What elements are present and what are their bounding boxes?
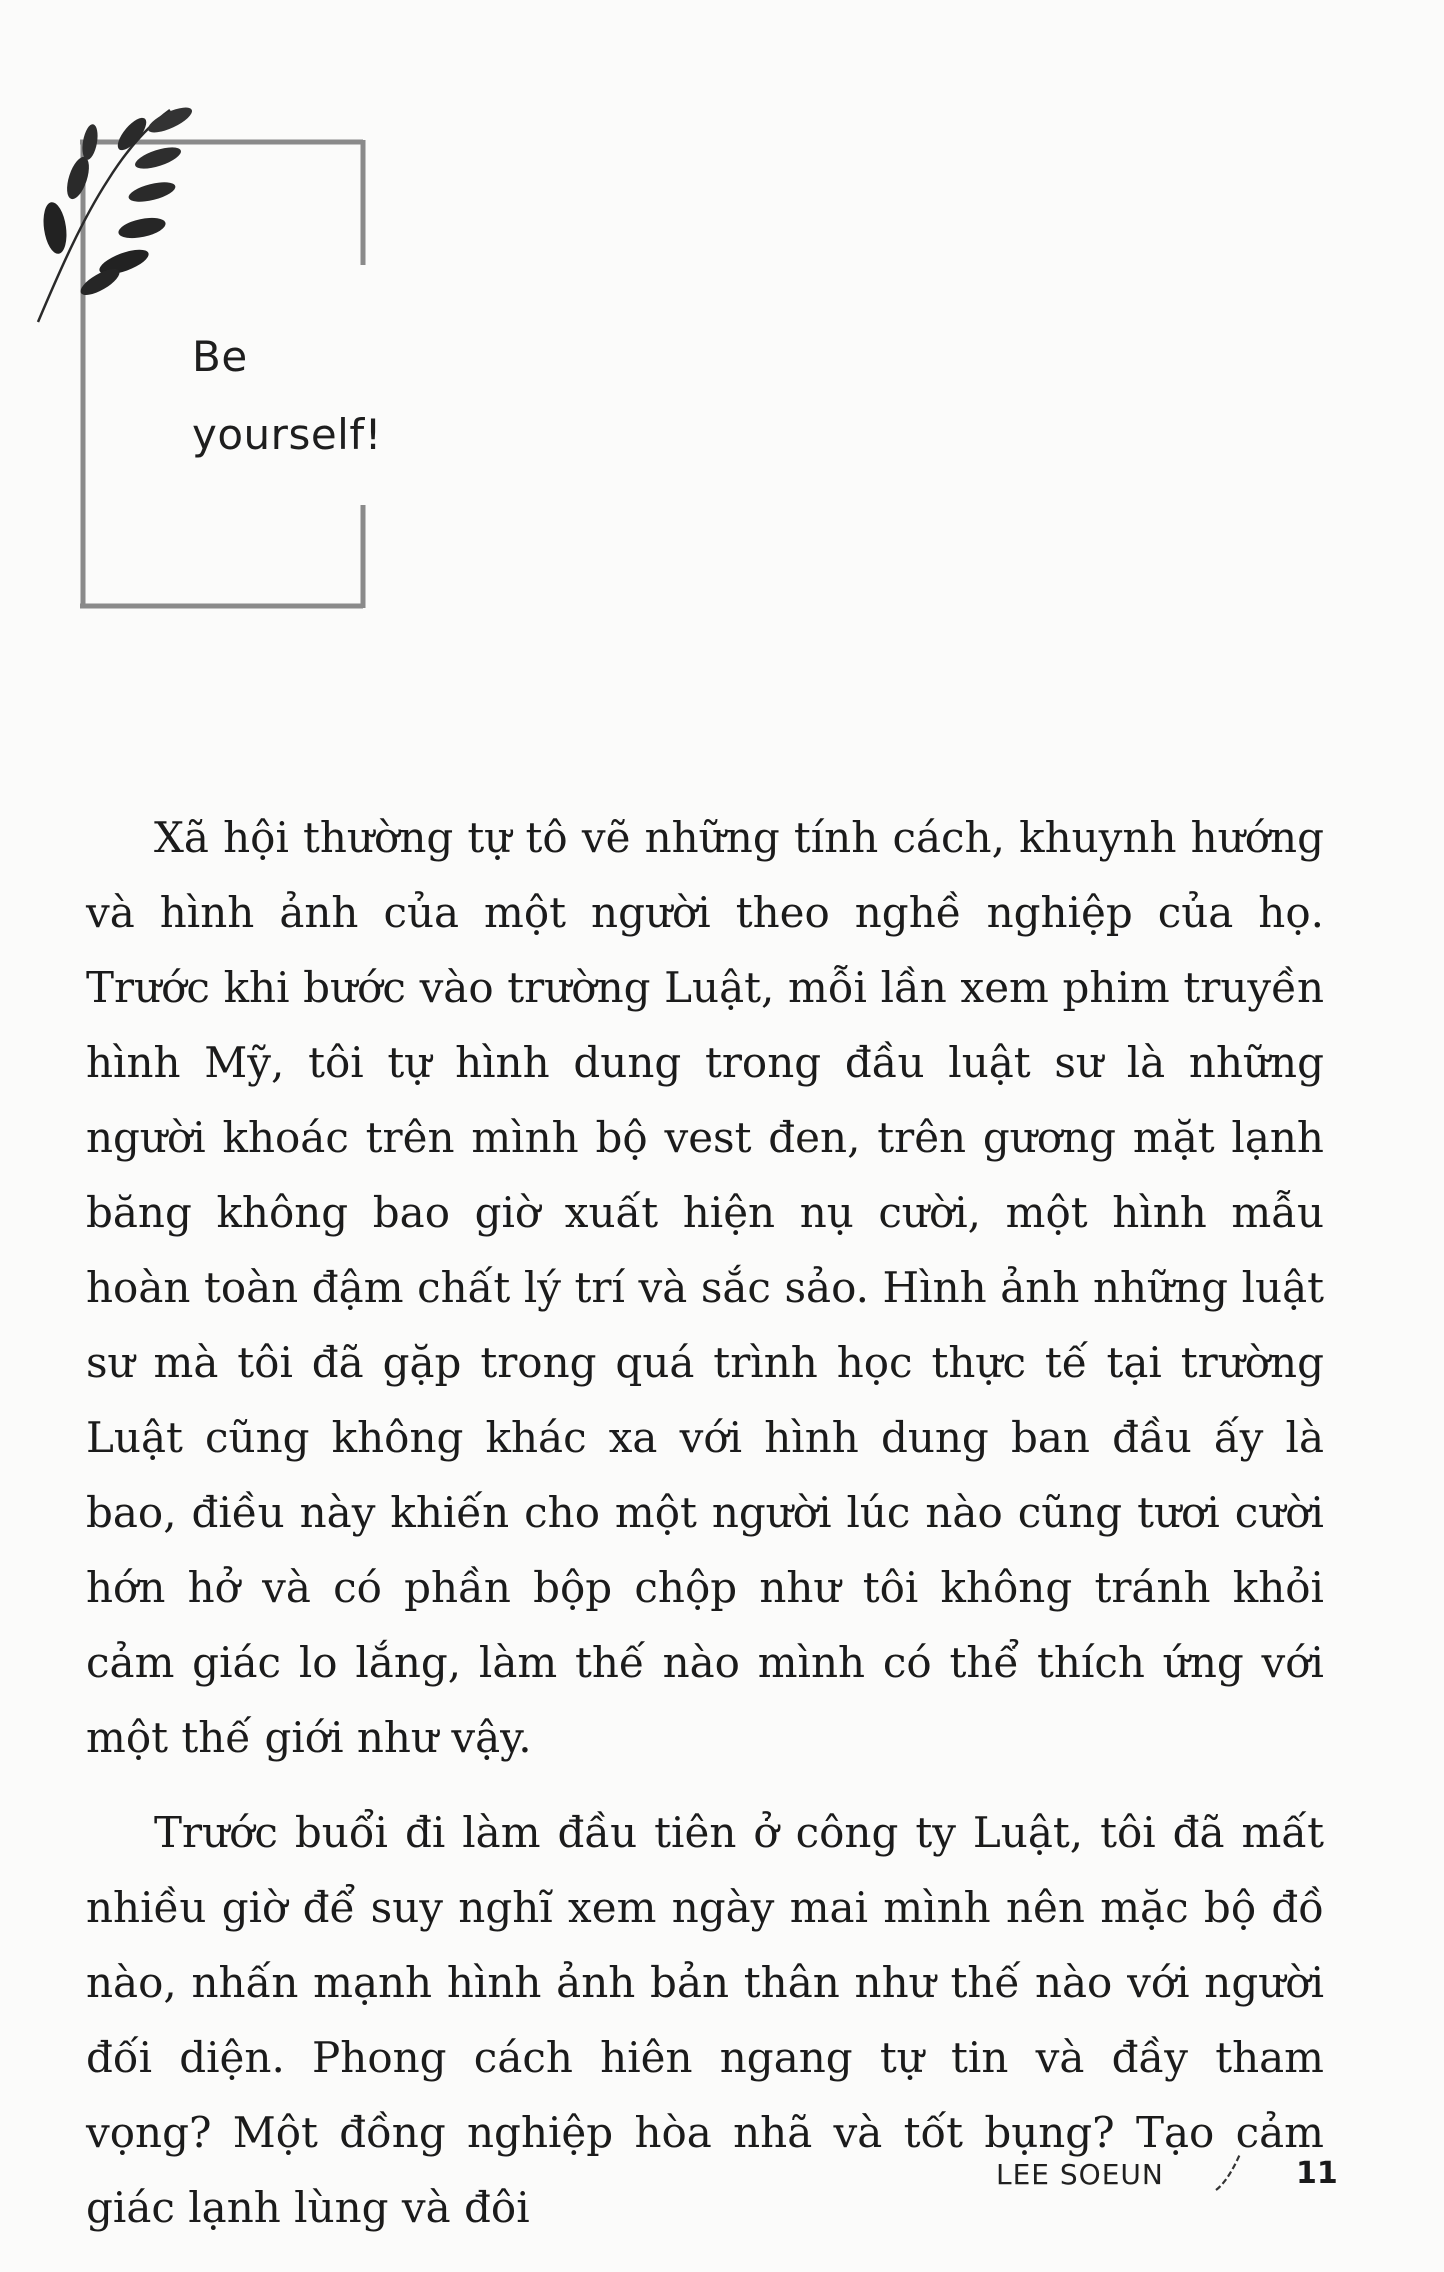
leaf-branch-icon [30,100,200,330]
heading-line-2: yourself! [192,410,382,459]
body-text [86,800,1324,2245]
footer-author: LEE SOEUN [996,2158,1164,2191]
brush-stroke-icon [1214,2150,1244,2194]
paragraph-2: Trước buổi đi làm đầu tiên ở công ty Luật, tôi đã mất nhiều giờ để suy nghĩ xem ngày mai mình nên mặc bộ đồ nào, nhấn mạnh hình ảnh bản thân như thế nào với người đối diện. Phong cách hiên ngang tự tin và đầy tham vọng? Một đồng nghiệp hòa nhã và tốt bụng? Tạo cảm giác lạnh lùng và đôi [86,1808,1324,2232]
heading-line-1: Be [192,332,248,381]
page-footer [996,2150,1336,2200]
page-number: 11 [1296,2156,1338,2191]
page-heading [192,318,382,474]
paragraph-1: Xã hội thường tự tô vẽ những tính cách, khuynh hướng và hình ảnh của một người theo nghề nghiệp của họ. Trước khi bước vào trường Luật, mỗi lần xem phim truyền hình Mỹ, tôi tự hình dung trong đầu luật sư là những người khoác trên mình bộ vest đen, trên gương mặt lạnh băng không bao giờ xuất hiện nụ cười, một hình mẫu hoàn toàn đậm chất lý trí và sắc sảo. Hình ảnh những luật sư mà tôi đã gặp trong quá trình học thực tế tại trường Luật cũng không khác xa với hình dung ban đầu ấy là bao, điều này khiến cho một người lúc nào cũng tươi cười hớn hở và có phần bộp chộp như tôi không tránh khỏi cảm giác lo lắng, làm thế nào mình có thể thích ứng với một thế giới như vậy. [86,813,1324,1762]
